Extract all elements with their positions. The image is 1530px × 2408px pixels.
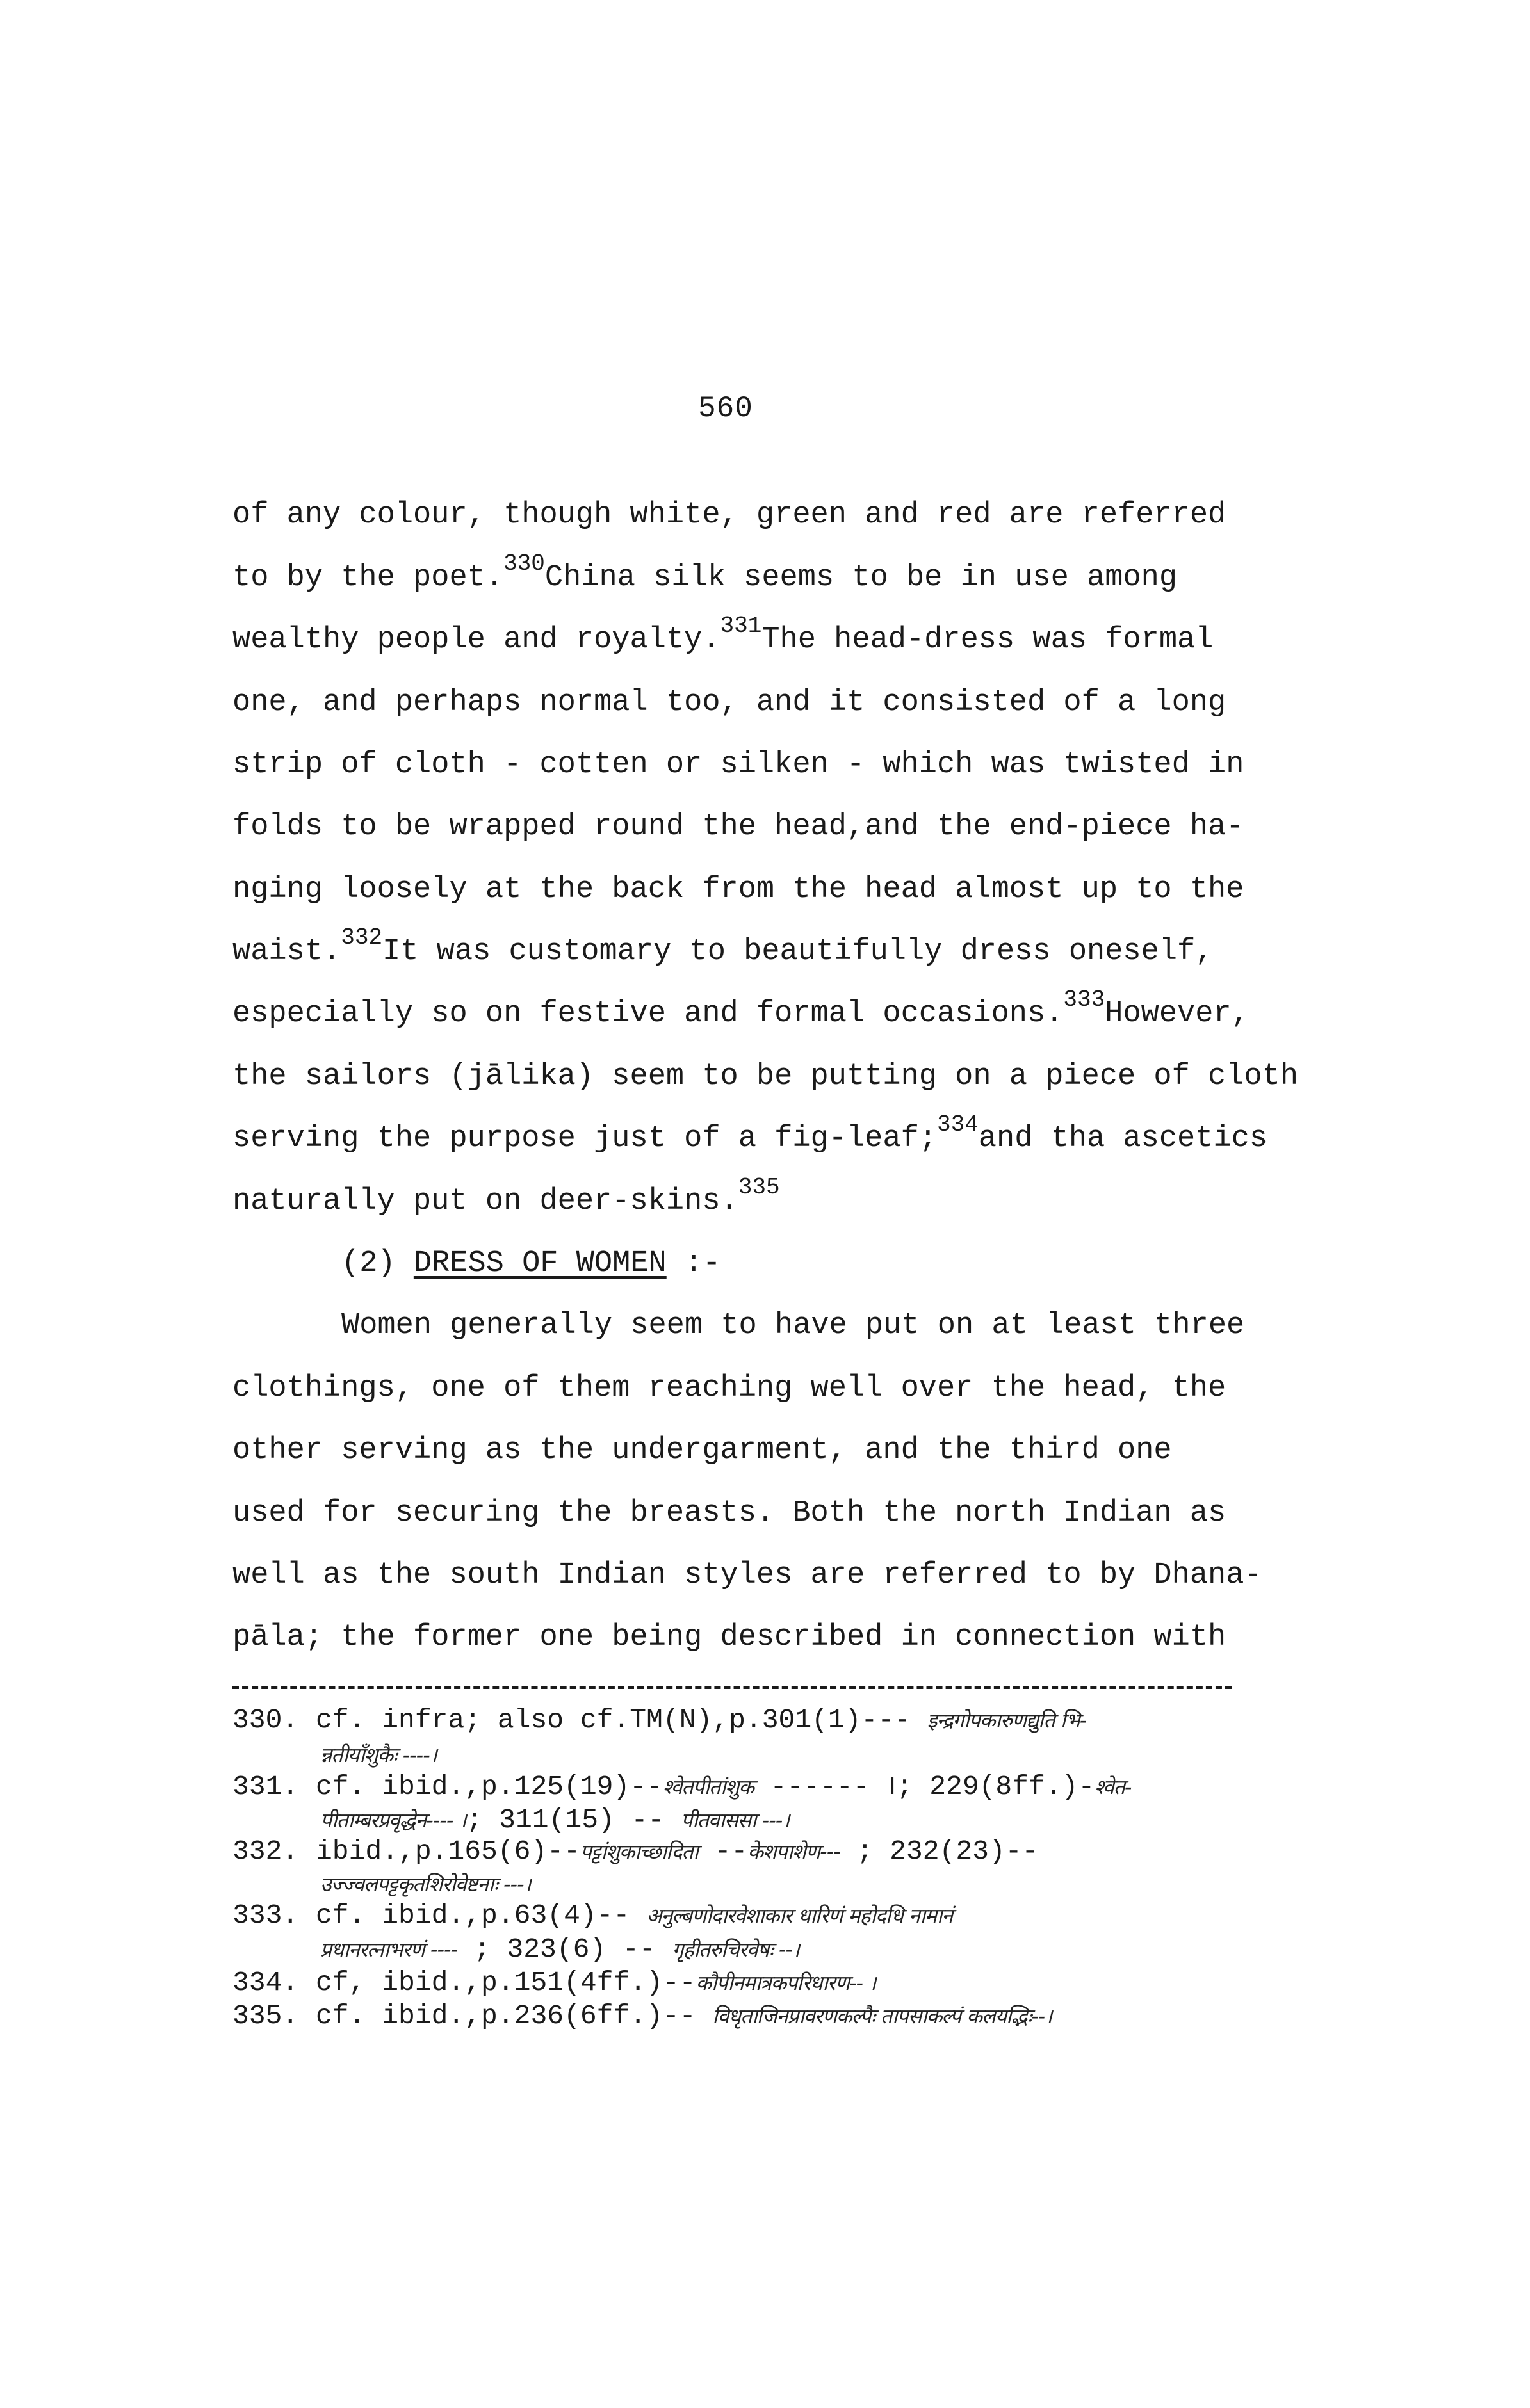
- footnote-ref: 335: [738, 1174, 780, 1200]
- text-line: other serving as the undergarment, and the third one: [232, 1434, 1172, 1467]
- footnote-331: 331. cf. ibid.,p.125(19)--श्वेतपीतांशुक ------ ।; 229(8ff.)-श्वेत-: [232, 1771, 1132, 1802]
- text-line: one, and perhaps normal too, and it consisted of a long: [232, 686, 1226, 720]
- footnote-ref: 333: [1063, 987, 1105, 1013]
- text-line: waist.$^{332}$It was customary to beautifully dress oneself,: [232, 925, 1214, 969]
- text-line: nging loosely at the back from the head almost up to the: [232, 873, 1244, 907]
- text-line: the sailors (jālika) seem to be putting on a piece of cloth: [232, 1060, 1299, 1094]
- footnote-divider: [232, 1686, 1232, 1689]
- footnote-ref: 334: [936, 1111, 979, 1138]
- footnote-330: 330. cf. infra; also cf.TM(N),p.301(1)--- इन्द्रगोपकारुणद्युति भि-: [232, 1704, 1087, 1736]
- text-line: folds to be wrapped round the head,and the end-piece ha-: [232, 810, 1244, 844]
- footnote-333: 333. cf. ibid.,p.63(4)-- अनुल्बणोदारवेशाकार धारिणं महोदधि नामानं: [232, 1900, 953, 1931]
- footnote-330-cont: न्नतीयाँशुकैः ----।: [320, 1743, 437, 1767]
- text-line: naturally put on deer-skins.$^{335}$: [232, 1174, 780, 1218]
- footnote-332-cont: उज्ज्वलपट्टकृतशिरोवेष्टनाः ---।: [320, 1872, 531, 1896]
- footnote-ref: 331: [720, 613, 762, 639]
- footnote-332: 332. ibid.,p.165(6)--पट्टांशुकाच्छादिता --केशपाशेण--- ; 232(23)--: [232, 1836, 1039, 1867]
- footnote-335: 335. cf. ibid.,p.236(6ff.)-- विधृताजिनप्रावरणकल्पैः तापसाकल्पं कलयद्भिः--।: [232, 2000, 1052, 2032]
- text-line: of any colour, though white, green and red are referred: [232, 498, 1226, 532]
- text-line: well as the south Indian styles are referred to by Dhana-: [232, 1558, 1262, 1592]
- text-line: serving the purpose just of a fig-leaf;$^{334}$and tha ascetics: [232, 1111, 1268, 1156]
- footnote-331-cont: पीताम्बरप्रवृद्धेन---- ।; 311(15) -- पीतवाससा ---।: [320, 1804, 790, 1836]
- footnote-333-cont: प्रधानरत्नाभरणं ---- ; 323(6) -- गृहीतरुचिरवेषः --।: [320, 1934, 799, 1965]
- footnote-ref: 330: [503, 551, 545, 577]
- section-heading: (2) DRESS OF WOMEN :-: [341, 1247, 721, 1281]
- text-line: clothings, one of them reaching well over the head, the: [232, 1371, 1226, 1405]
- text-line: to by the poet.$^{330}$China silk seems to be in use among: [232, 551, 1178, 595]
- text-line: used for securing the breasts. Both the north Indian as: [232, 1496, 1226, 1530]
- text-line: Women generally seem to have put on at least three: [341, 1309, 1245, 1343]
- footnote-334: 334. cf, ibid.,p.151(4ff.)--कौपीनमात्रकपरिधारण-- ।: [232, 1967, 876, 1998]
- text-line: strip of cloth - cotten or silken - which was twisted in: [232, 748, 1244, 782]
- page-number: 560: [698, 392, 753, 425]
- text-line: pāla; the former one being described in connection with: [232, 1620, 1226, 1654]
- footnote-ref: 332: [341, 925, 383, 951]
- text-line: especially so on festive and formal occasions.$^{333}$However,: [232, 987, 1249, 1031]
- text-line: wealthy people and royalty.$^{331}$The head-dress was formal: [232, 613, 1214, 657]
